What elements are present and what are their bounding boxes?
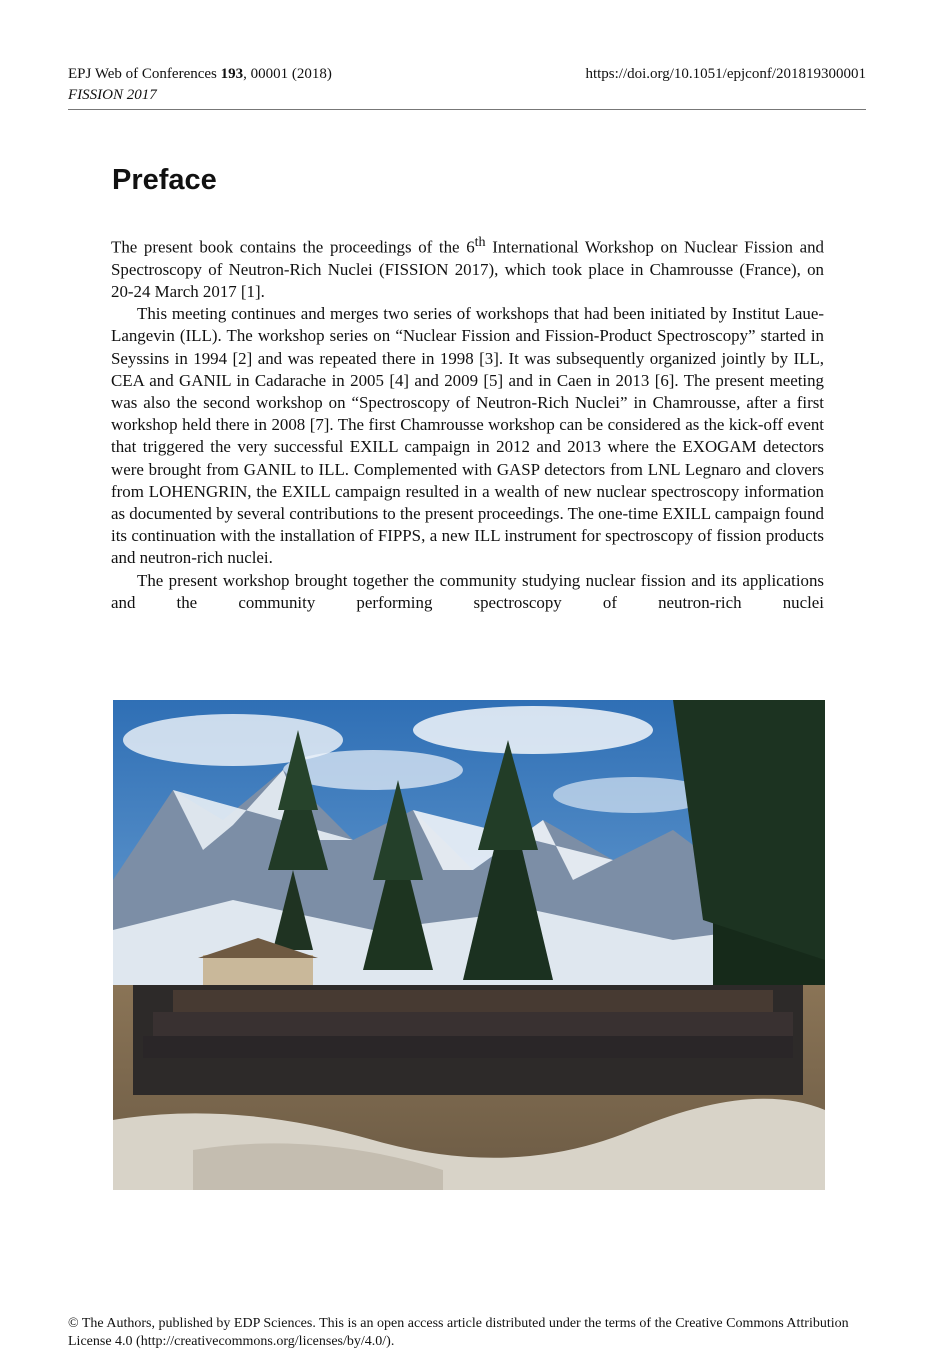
paragraph-history: This meeting continues and merges two series of workshops that had been initiated by Institut Laue-Langevin (ILL). The workshop series on “Nuclear Fission and Fission-Product Spectroscopy” started in Seyssins in 1994 [2] and was repeated there in 1998 [3]. It was subsequently organized jointly by ILL, CEA and GANIL in Cadarache in 2005 [4] and 2009 [5] and in Caen in 2013 [6]. The present meeting was also the second workshop on “Spectroscopy of Neutron-Rich Nuclei” in Chamrousse, after a first workshop held there in 2008 [7]. The first Chamrousse workshop can be considered as the kick-off event that triggered the very successful EXILL campaign in 2012 and 2013 where the EXOGAM detectors were brought from GANIL to ILL. Complemented with GASP detectors from LNL Legnaro and clovers from LOHENGRIN, the EXILL campaign resulted in a wealth of new nuclear spectroscopy information as documented by several contributions to the present proceedings. The one-time EXILL campaign found its continuation with the installation of FIPPS, a new ILL instrument for spectroscopy of fission products and neutron-rich nuclei. <box>111 304 824 568</box>
group-photo <box>113 700 825 1190</box>
journal-name: EPJ Web of Conferences <box>68 66 217 82</box>
article-reference: , 00001 (2018) <box>243 66 332 82</box>
paragraph-intro <box>111 231 824 303</box>
header-divider <box>68 109 866 110</box>
paragraph-workshop: The present workshop brought together the community studying nuclear fission and its applications and the community performing spectroscopy of neutron-rich nuclei <box>111 570 824 612</box>
page-header <box>68 64 866 106</box>
journal-volume: 193 <box>220 66 244 82</box>
intro-text-end: International Workshop on Nuclear Fission and Spectroscopy of Neutron-Rich Nuclei (FISSION 2017), which took place in Chamrousse (France), on 20-24 March 2017 [1]. <box>111 237 824 302</box>
ordinal-superscript: th <box>474 234 486 250</box>
page-title: Preface <box>112 164 217 196</box>
license-footer: © The Authors, published by EDP Sciences. This is an open access article distributed under the terms of the Creative Commons Attribution License 4.0 (http://creativecommons.org/licenses/by/4.0/). <box>68 1316 849 1349</box>
intro-text-start: The present book contains the proceedings of the 6 <box>111 237 475 257</box>
doi-link[interactable]: https://doi.org/10.1051/epjconf/201819300001 <box>585 66 866 82</box>
header-top-row <box>68 64 866 85</box>
conference-name: FISSION 2017 <box>68 87 157 103</box>
journal-citation <box>68 64 332 85</box>
article-body <box>111 231 824 614</box>
